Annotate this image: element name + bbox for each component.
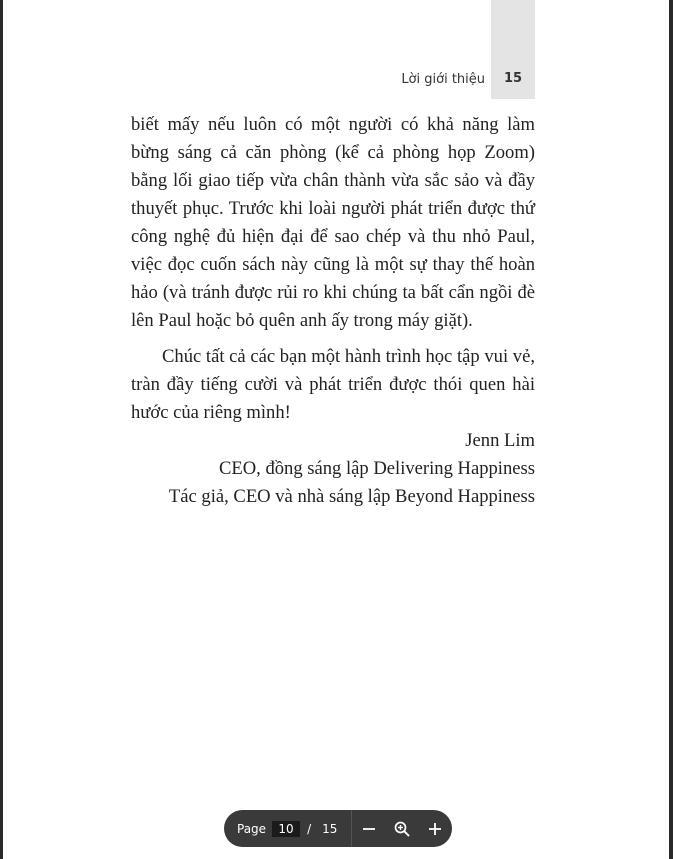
running-header-page-number: 15 [503, 71, 523, 86]
total-pages: 15 [322, 821, 338, 836]
running-header-title: Lời giới thiệu [401, 72, 485, 87]
zoom-in-icon [428, 822, 442, 836]
zoom-out-icon [362, 822, 376, 836]
body-paragraph: biết mấy nếu luôn có một người có khả năng làm bừng sáng cả căn phòng (kể cả phòng họp Zoom) bằng lối giao tiếp vừa chân thành vừa sắc sảo và đầy thuyết phục. Trước khi loài người phát triển được thứ công nghệ đủ hiện đại để sao chép và thu nhỏ Paul, việc đọc cuốn sách này cũng là một sự thay thế hoàn hảo (và tránh được rủi ro khi chúng ta bất cẩn ngồi đè lên Paul hoặc bỏ quên anh ấy trong máy giặt). [131, 114, 535, 331]
page-label: Page [237, 821, 267, 836]
page-toolbar [224, 810, 452, 847]
page-separator: / [307, 821, 312, 836]
signature-name: Jenn Lim [465, 430, 535, 451]
signature-title: Tác giả, CEO và nhà sáng lập Beyond Happiness [168, 486, 535, 507]
page-body [131, 111, 535, 511]
zoom-reset-icon [394, 821, 410, 837]
zoom-reset-button[interactable] [385, 810, 418, 847]
signature-title: CEO, đồng sáng lập Delivering Happiness [218, 458, 535, 479]
body-paragraph: Chúc tất cả các bạn một hành trình học tập vui vẻ, tràn đầy tiếng cười và phát triển được thói quen hài hước của riêng mình! [131, 346, 535, 423]
document-page [3, 0, 669, 859]
page-number-input[interactable] [272, 821, 300, 837]
zoom-in-button[interactable] [418, 810, 451, 847]
zoom-out-button[interactable] [352, 810, 385, 847]
